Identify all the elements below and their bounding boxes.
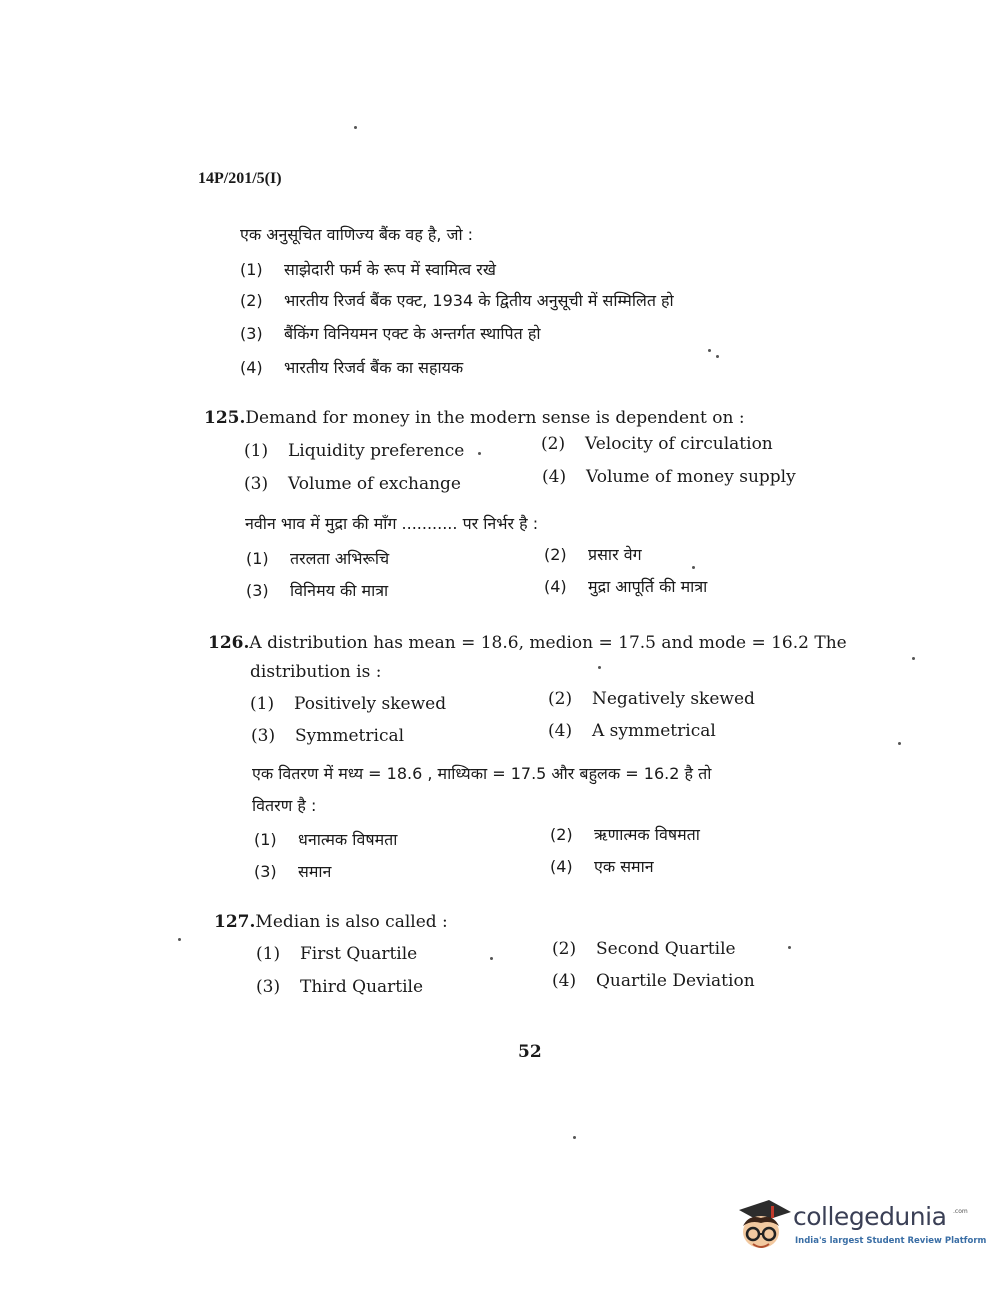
q126-option-2: (2) Negatively skewed: [548, 689, 755, 709]
q126-hindi-option-1: (1) धनात्मक विषमता: [254, 830, 398, 849]
paper-code: 14P/201/5(I): [198, 170, 282, 187]
scan-speck: [354, 126, 357, 129]
scan-speck: [178, 938, 181, 941]
q124-hindi-option-2: (2) भारतीय रिजर्व बैंक एक्ट, 1934 के द्वितीय अनुसूची में सम्मिलित हो: [240, 291, 674, 310]
q127-option-4: (4) Quartile Deviation: [552, 971, 755, 991]
scan-speck: [708, 349, 711, 352]
q126-option-1: (1) Positively skewed: [250, 694, 447, 714]
page-number: 52: [518, 1042, 542, 1062]
collegedunia-watermark: [735, 1196, 987, 1260]
scan-speck: [598, 666, 601, 669]
q126-hindi-option-2: (2) ऋणात्मक विषमता: [550, 825, 700, 844]
scan-speck: [716, 355, 719, 358]
brand-domain: .com: [953, 1208, 968, 1215]
q125-option-1: (1) Liquidity preference: [244, 441, 465, 461]
q124-hindi-stem: एक अनुसूचित वाणिज्य बैंक वह है, जो :: [240, 225, 474, 244]
q126-stem-line2: distribution is :: [250, 662, 382, 682]
q125-option-2: (2) Velocity of circulation: [541, 434, 773, 454]
student-mascot-icon: [735, 1196, 793, 1262]
q127-option-3: (3) Third Quartile: [256, 977, 424, 997]
q126-option-4: (4) A symmetrical: [548, 721, 716, 741]
scan-speck: [692, 566, 695, 569]
q124-hindi-option-3: (3) बैंकिंग विनियमन एक्ट के अन्तर्गत स्थापित हो: [240, 324, 541, 343]
scan-speck: [573, 1136, 576, 1139]
q126-hindi-option-4: (4) एक समान: [550, 857, 654, 876]
q126-hindi-option-3: (3) समान: [254, 862, 332, 881]
q126-hindi-stem-line1: एक वितरण में मध्य = 18.6 , माध्यिका = 17.5 और बहुलक = 16.2 है तो: [252, 764, 712, 783]
q125-stem: 125.Demand for money in the modern sense is dependent on :: [204, 408, 745, 428]
q125-option-3: (3) Volume of exchange: [244, 474, 461, 494]
scan-speck: [788, 946, 791, 949]
q124-hindi-option-4: (4) भारतीय रिजर्व बैंक का सहायक: [240, 358, 464, 377]
q125-hindi-stem: नवीन भाव में मुद्रा की माँग ........... पर निर्भर है :: [245, 514, 539, 533]
q125-hindi-option-3: (3) विनिमय की मात्रा: [246, 581, 389, 600]
brand-name: collegedunia: [793, 1202, 947, 1231]
q126-option-3: (3) Symmetrical: [251, 726, 405, 746]
q127-option-2: (2) Second Quartile: [552, 939, 736, 959]
q125-hindi-option-2: (2) प्रसार वेग: [544, 545, 642, 564]
q126-stem-line1: 126.A distribution has mean = 18.6, medion = 17.5 and mode = 16.2 The: [208, 633, 847, 653]
brand-tagline: India's largest Student Review Platform: [795, 1236, 987, 1246]
q127-option-1: (1) First Quartile: [256, 944, 418, 964]
q125-hindi-option-4: (4) मुद्रा आपूर्ति की मात्रा: [544, 577, 708, 596]
q124-hindi-option-1: (1) साझेदारी फर्म के रूप में स्वामित्व रखे: [240, 260, 496, 279]
q125-option-4: (4) Volume of money supply: [542, 467, 796, 487]
scan-speck: [898, 742, 901, 745]
q127-stem: 127.Median is also called :: [214, 912, 448, 932]
scan-speck: [490, 957, 493, 960]
q125-hindi-option-1: (1) तरलता अभिरूचि: [246, 549, 390, 568]
scan-speck: [478, 452, 481, 455]
scan-speck: [912, 657, 915, 660]
q126-hindi-stem-line2: वितरण है :: [252, 796, 317, 815]
